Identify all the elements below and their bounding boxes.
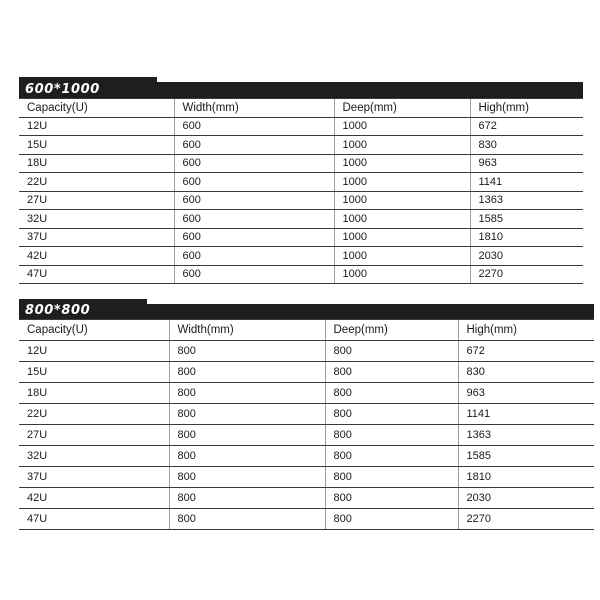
cell-high: 1363 <box>458 425 594 446</box>
spec-table-600x1000 <box>19 77 583 284</box>
cell-high: 1141 <box>458 404 594 425</box>
table-row <box>19 154 583 173</box>
cell-width: 600 <box>174 265 334 284</box>
cell-deep: 800 <box>325 425 458 446</box>
table-row <box>19 173 583 192</box>
table-row <box>19 228 583 247</box>
cell-deep: 800 <box>325 404 458 425</box>
cell-deep: 800 <box>325 341 458 362</box>
table-row <box>19 467 594 488</box>
header-deep: Deep(mm) <box>334 99 470 118</box>
cell-high: 2030 <box>470 247 583 266</box>
cell-capacity: 47U <box>19 265 174 284</box>
cell-deep: 1000 <box>334 247 470 266</box>
cell-capacity: 27U <box>19 191 174 210</box>
cell-capacity: 12U <box>19 341 169 362</box>
header-deep: Deep(mm) <box>325 320 458 341</box>
header-high: High(mm) <box>470 99 583 118</box>
table-row <box>19 383 594 404</box>
header-width: Width(mm) <box>169 320 325 341</box>
table-title: 800*800 <box>25 303 91 318</box>
cell-width: 600 <box>174 136 334 155</box>
cell-high: 963 <box>470 154 583 173</box>
cell-high: 2270 <box>470 265 583 284</box>
cell-capacity: 32U <box>19 446 169 467</box>
cell-deep: 1000 <box>334 154 470 173</box>
cell-deep: 1000 <box>334 191 470 210</box>
cell-capacity: 42U <box>19 488 169 509</box>
cell-deep: 800 <box>325 362 458 383</box>
cell-deep: 800 <box>325 383 458 404</box>
cell-deep: 1000 <box>334 136 470 155</box>
cell-high: 1585 <box>458 446 594 467</box>
table-header-row <box>19 99 583 118</box>
table-row <box>19 425 594 446</box>
table-row <box>19 117 583 136</box>
cell-high: 830 <box>458 362 594 383</box>
table-row <box>19 488 594 509</box>
cell-width: 600 <box>174 210 334 229</box>
cell-high: 1363 <box>470 191 583 210</box>
table-row <box>19 509 594 530</box>
cell-high: 672 <box>470 117 583 136</box>
cell-width: 600 <box>174 154 334 173</box>
cell-high: 963 <box>458 383 594 404</box>
cell-deep: 1000 <box>334 117 470 136</box>
cell-capacity: 22U <box>19 404 169 425</box>
cell-width: 800 <box>169 404 325 425</box>
cell-deep: 1000 <box>334 173 470 192</box>
cell-deep: 1000 <box>334 228 470 247</box>
table-title: 600*1000 <box>25 82 100 97</box>
cell-high: 672 <box>458 341 594 362</box>
cell-high: 1585 <box>470 210 583 229</box>
table-title-bar <box>19 77 583 98</box>
cell-width: 800 <box>169 425 325 446</box>
cell-capacity: 12U <box>19 117 174 136</box>
table-row <box>19 404 594 425</box>
cell-deep: 1000 <box>334 210 470 229</box>
header-capacity: Capacity(U) <box>19 99 174 118</box>
cell-width: 600 <box>174 173 334 192</box>
cell-deep: 800 <box>325 446 458 467</box>
table-row <box>19 136 583 155</box>
cell-width: 800 <box>169 362 325 383</box>
table-title-bar <box>19 299 594 319</box>
spec-table-grid <box>19 319 594 530</box>
cell-capacity: 47U <box>19 509 169 530</box>
cell-capacity: 27U <box>19 425 169 446</box>
cell-capacity: 15U <box>19 362 169 383</box>
cell-high: 1141 <box>470 173 583 192</box>
table-row <box>19 362 594 383</box>
cell-deep: 800 <box>325 467 458 488</box>
cell-width: 600 <box>174 228 334 247</box>
cell-width: 600 <box>174 117 334 136</box>
table-row <box>19 210 583 229</box>
cell-width: 800 <box>169 383 325 404</box>
table-row <box>19 191 583 210</box>
table-row <box>19 247 583 266</box>
cell-width: 800 <box>169 341 325 362</box>
cell-width: 800 <box>169 446 325 467</box>
table-row <box>19 265 583 284</box>
cell-high: 2030 <box>458 488 594 509</box>
cell-capacity: 42U <box>19 247 174 266</box>
cell-width: 800 <box>169 467 325 488</box>
spec-table-800x800 <box>19 299 594 530</box>
cell-width: 800 <box>169 488 325 509</box>
cell-capacity: 37U <box>19 467 169 488</box>
spec-table-grid <box>19 98 583 284</box>
cell-capacity: 18U <box>19 383 169 404</box>
cell-capacity: 15U <box>19 136 174 155</box>
cell-high: 1810 <box>470 228 583 247</box>
cell-capacity: 32U <box>19 210 174 229</box>
header-high: High(mm) <box>458 320 594 341</box>
table-row <box>19 446 594 467</box>
cell-width: 600 <box>174 247 334 266</box>
header-width: Width(mm) <box>174 99 334 118</box>
cell-deep: 1000 <box>334 265 470 284</box>
cell-deep: 800 <box>325 509 458 530</box>
cell-capacity: 18U <box>19 154 174 173</box>
cell-high: 1810 <box>458 467 594 488</box>
cell-high: 2270 <box>458 509 594 530</box>
cell-width: 800 <box>169 509 325 530</box>
table-row <box>19 341 594 362</box>
cell-capacity: 37U <box>19 228 174 247</box>
cell-width: 600 <box>174 191 334 210</box>
cell-deep: 800 <box>325 488 458 509</box>
cell-capacity: 22U <box>19 173 174 192</box>
cell-high: 830 <box>470 136 583 155</box>
header-capacity: Capacity(U) <box>19 320 169 341</box>
table-header-row <box>19 320 594 341</box>
